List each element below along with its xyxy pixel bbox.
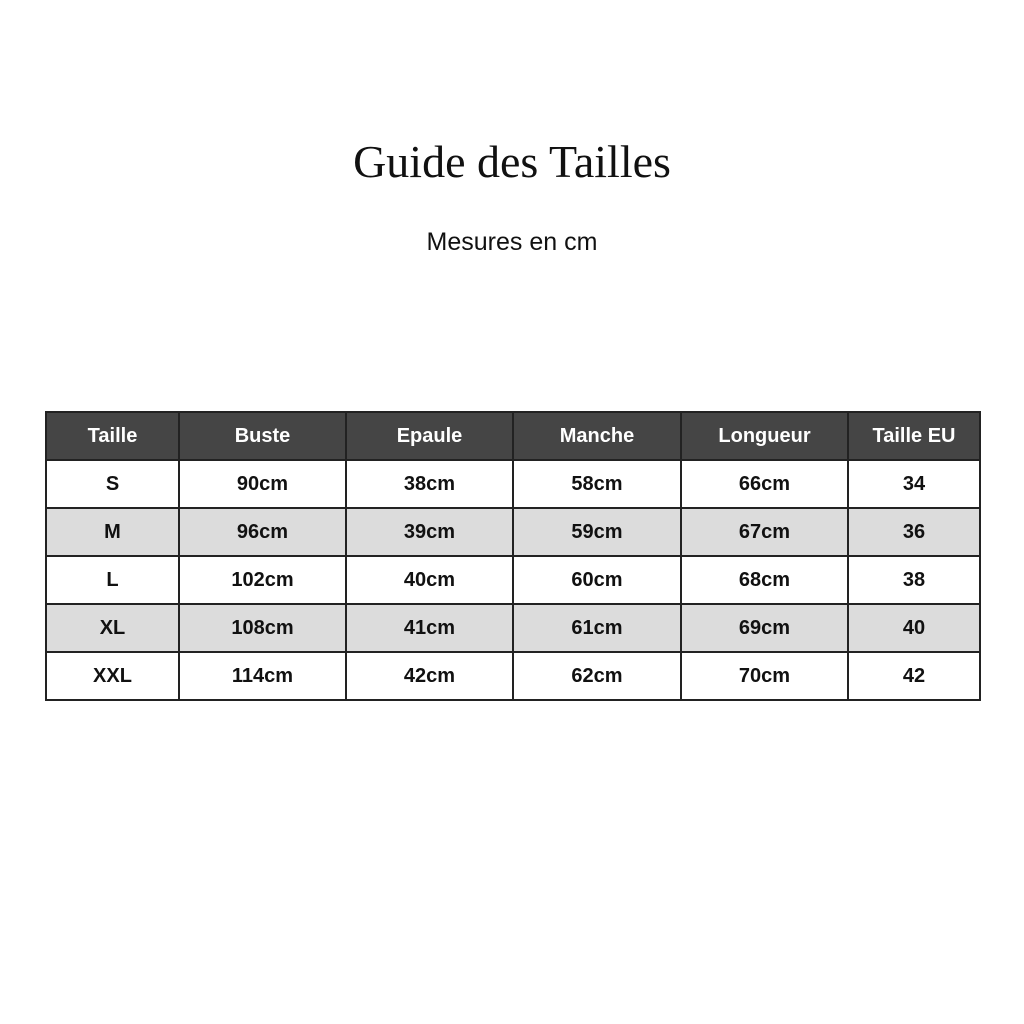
table-cell: 42 — [848, 652, 980, 700]
column-header-taille: Taille — [46, 412, 179, 460]
table-row — [46, 460, 980, 508]
table-cell: 34 — [848, 460, 980, 508]
column-header-taille-eu: Taille EU — [848, 412, 980, 460]
table-header-row — [46, 412, 980, 460]
table-cell: 90cm — [179, 460, 346, 508]
table-cell: XL — [46, 604, 179, 652]
table-cell: 39cm — [346, 508, 513, 556]
table-cell: S — [46, 460, 179, 508]
table-cell: 58cm — [513, 460, 681, 508]
table-cell: 36 — [848, 508, 980, 556]
table-cell: 66cm — [681, 460, 848, 508]
table-cell: XXL — [46, 652, 179, 700]
table-cell: 102cm — [179, 556, 346, 604]
table-cell: 108cm — [179, 604, 346, 652]
table-cell: 114cm — [179, 652, 346, 700]
table-row — [46, 508, 980, 556]
column-header-buste: Buste — [179, 412, 346, 460]
table-row — [46, 604, 980, 652]
table-cell: 41cm — [346, 604, 513, 652]
table-row — [46, 556, 980, 604]
table-cell: 38 — [848, 556, 980, 604]
table-cell: 68cm — [681, 556, 848, 604]
table-cell: 60cm — [513, 556, 681, 604]
table-cell: 40 — [848, 604, 980, 652]
table-cell: 62cm — [513, 652, 681, 700]
table-row — [46, 652, 980, 700]
table-cell: 61cm — [513, 604, 681, 652]
table-cell: 40cm — [346, 556, 513, 604]
column-header-manche: Manche — [513, 412, 681, 460]
size-table — [45, 411, 981, 701]
table-cell: M — [46, 508, 179, 556]
table-cell: 67cm — [681, 508, 848, 556]
column-header-longueur: Longueur — [681, 412, 848, 460]
table-cell: 38cm — [346, 460, 513, 508]
table-cell: 69cm — [681, 604, 848, 652]
table-cell: 59cm — [513, 508, 681, 556]
page-subtitle: Mesures en cm — [426, 228, 598, 256]
table-cell: L — [46, 556, 179, 604]
page-title: Guide des Tailles — [353, 136, 671, 187]
table-cell: 96cm — [179, 508, 346, 556]
column-header-epaule: Epaule — [346, 412, 513, 460]
table-cell: 70cm — [681, 652, 848, 700]
table-cell: 42cm — [346, 652, 513, 700]
